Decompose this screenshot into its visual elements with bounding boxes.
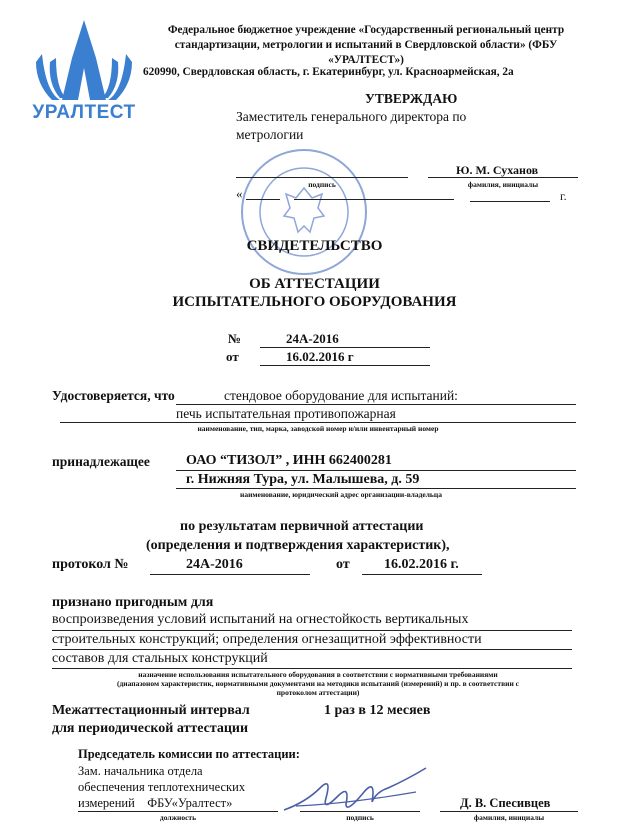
certificate-title-2: ОБ АТТЕСТАЦИИ (249, 276, 380, 292)
suitability-caption-3: протоколом аттестации) (276, 688, 360, 697)
commission-title: Председатель комиссии по аттестации: (78, 747, 300, 761)
org-line-1: Федеральное бюджетное учреждение «Государственный региональный центр (167, 24, 565, 36)
certificate-title-3: ИСПЫТАТЕЛЬНОГО ОБОРУДОВАНИЯ (172, 294, 457, 310)
owner-label: принадлежащее (52, 454, 150, 469)
suitability-label: признано пригодным для (52, 595, 214, 610)
results-line-1: по результатам первичной аттестации (180, 519, 424, 534)
protocol-label: протокол № (52, 557, 129, 572)
suitability-line-3: составов для стальных конструкций (52, 651, 268, 666)
commission-name: Д. В. Спесивцев (460, 796, 551, 810)
handwritten-signature (276, 762, 446, 818)
org-line-3: «УРАЛТЕСТ») (328, 54, 404, 66)
approval-name: Ю. М. Суханов (456, 163, 539, 177)
interval-value: 1 раз в 12 месяев (324, 703, 431, 718)
equipment-caption: наименование, тип, марка, заводской номер и/или инвентарный номер (197, 424, 439, 433)
suitability-line-2: строительных конструкций; определения огнезащитной эффективности (52, 632, 482, 647)
approval-position-2: метрологии (236, 127, 304, 142)
approval-title: УТВЕРЖДАЮ (365, 91, 458, 106)
cert-number: 24А-2016 (286, 331, 339, 346)
org-address: 620990, Свердловская область, г. Екатеринбург, ул. Красноармейская, 2а (143, 66, 514, 78)
suitability-caption-1: назначение использования испытательного оборудования в соответствии с нормативными требованиями (138, 670, 498, 679)
commission-position-3: измерений ФБУ«Уралтест» (78, 796, 233, 810)
suitability-line-1: воспроизведения условий испытаний на огнестойкость вертикальных (52, 612, 469, 627)
cert-date: 16.02.2016 г (286, 349, 354, 364)
owner-caption: наименование, юридический адрес организации-владельца (240, 490, 442, 499)
approval-position-1: Заместитель генерального директора по (236, 109, 467, 124)
interval-label-2: для периодической аттестации (52, 721, 249, 736)
equipment-line-2: печь испытательная противопожарная (176, 406, 396, 421)
commission-signature-caption: подпись (346, 813, 374, 822)
protocol-number: 24А-2016 (186, 557, 243, 572)
owner-line-1: ОАО “ТИЗОЛ” , ИНН 662400281 (186, 453, 392, 468)
protocol-from-label: от (336, 557, 350, 572)
approval-name-caption: фамилия, инициалы (467, 180, 539, 189)
cert-number-label: № (228, 331, 242, 346)
equipment-line-1: стендовое оборудование для испытаний: (224, 388, 458, 403)
commission-position-2: обеспечения теплотехнических (78, 780, 246, 794)
commission-position-1: Зам. начальника отдела (78, 764, 203, 778)
commission-position-caption: должность (159, 813, 197, 822)
commission-name-caption: фамилия, инициалы (473, 813, 545, 822)
official-seal (238, 146, 370, 278)
cert-date-label: от (226, 349, 239, 364)
certificate-title-1: СВИДЕТЕЛЬСТВО (246, 238, 383, 254)
org-name (112, 23, 620, 68)
results-line-2: (определения и подтверждения характеристик), (146, 538, 450, 553)
interval-label-1: Межаттестационный интервал (52, 703, 250, 718)
logo-text: УРАЛТЕСТ (32, 102, 136, 123)
protocol-date: 16.02.2016 г. (384, 557, 459, 572)
org-line-2: стандартизации, метрологии и испытаний в Свердловской области» (ФБУ (174, 39, 558, 51)
approval-year-suffix: г. (560, 189, 567, 203)
owner-line-2: г. Нижняя Тура, ул. Малышева, д. 59 (186, 472, 420, 487)
approval-signature-caption: подпись (308, 180, 336, 189)
suitability-caption-2: (диапазоном характеристик, нормативными документами на методики испытаний (измерений) и пр. в соответствии с (117, 679, 519, 688)
equipment-label: Удостоверяется, что (52, 388, 175, 403)
approval-date-quote: « (236, 186, 243, 201)
